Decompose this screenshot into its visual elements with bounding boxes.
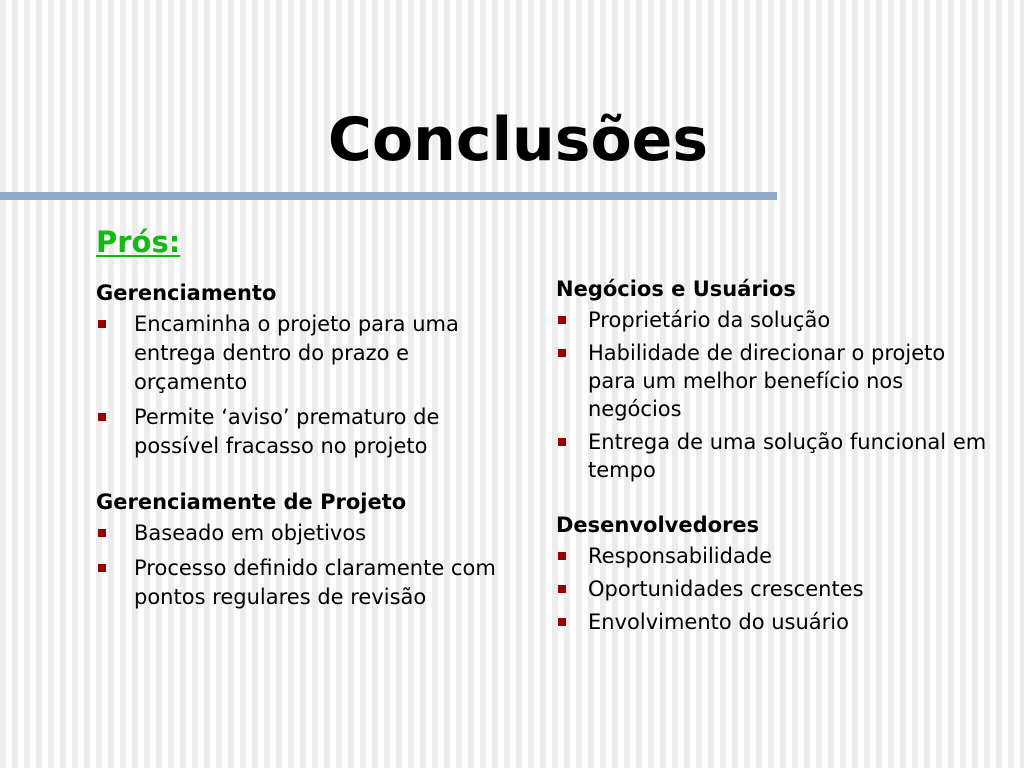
list-item [556, 542, 996, 570]
list-item-text: Encaminha o projeto para uma entrega dentro do prazo e orçamento [134, 312, 459, 394]
list-item [556, 575, 996, 603]
list-item-text: Processo definido claramente com pontos regulares de revisão [134, 556, 496, 609]
bullet-list [96, 519, 526, 612]
list-item [96, 403, 526, 461]
group-heading: Gerenciamente de Projeto [96, 490, 407, 514]
group-gerenciamente-de-projeto [96, 487, 526, 612]
group-heading: Gerenciamento [96, 281, 277, 305]
group-gerenciamento [96, 278, 526, 461]
list-item [556, 339, 996, 423]
list-item-text: Permite ‘aviso’ prematuro de possível fracasso no projeto [134, 405, 440, 458]
square-bullet-icon [98, 320, 106, 328]
bullet-list [96, 310, 526, 461]
list-item-text: Responsabilidade [588, 544, 773, 568]
list-item-text: Oportunidades crescentes [588, 577, 864, 601]
right-column [556, 274, 996, 662]
list-item-text: Baseado em objetivos [134, 521, 367, 545]
group-desenvolvedores [556, 510, 996, 636]
list-item [556, 428, 996, 484]
group-heading: Negócios e Usuários [556, 277, 796, 301]
list-item-text: Habilidade de direcionar o projeto para um melhor benefício nos negócios [588, 341, 946, 421]
square-bullet-icon [558, 552, 566, 560]
list-item-text: Proprietário da solução [588, 308, 831, 332]
list-item [96, 554, 526, 612]
square-bullet-icon [558, 349, 566, 357]
square-bullet-icon [558, 585, 566, 593]
list-item [96, 519, 526, 548]
group-negocios-e-usuarios [556, 274, 996, 484]
bullet-list [556, 306, 996, 484]
left-column [96, 278, 526, 638]
list-item [556, 608, 996, 636]
list-item-text: Envolvimento do usuário [588, 610, 849, 634]
slide-title: Conclusões [327, 105, 709, 175]
title-divider [0, 192, 777, 200]
square-bullet-icon [98, 564, 106, 572]
square-bullet-icon [98, 413, 106, 421]
list-item [556, 306, 996, 334]
square-bullet-icon [558, 438, 566, 446]
group-heading: Desenvolvedores [556, 513, 760, 537]
square-bullet-icon [558, 618, 566, 626]
square-bullet-icon [98, 529, 106, 537]
list-item-text: Entrega de uma solução funcional em tempo [588, 430, 987, 482]
bullet-list [556, 542, 996, 636]
square-bullet-icon [558, 316, 566, 324]
section-label-pros: Prós: [96, 225, 181, 259]
list-item [96, 310, 526, 397]
